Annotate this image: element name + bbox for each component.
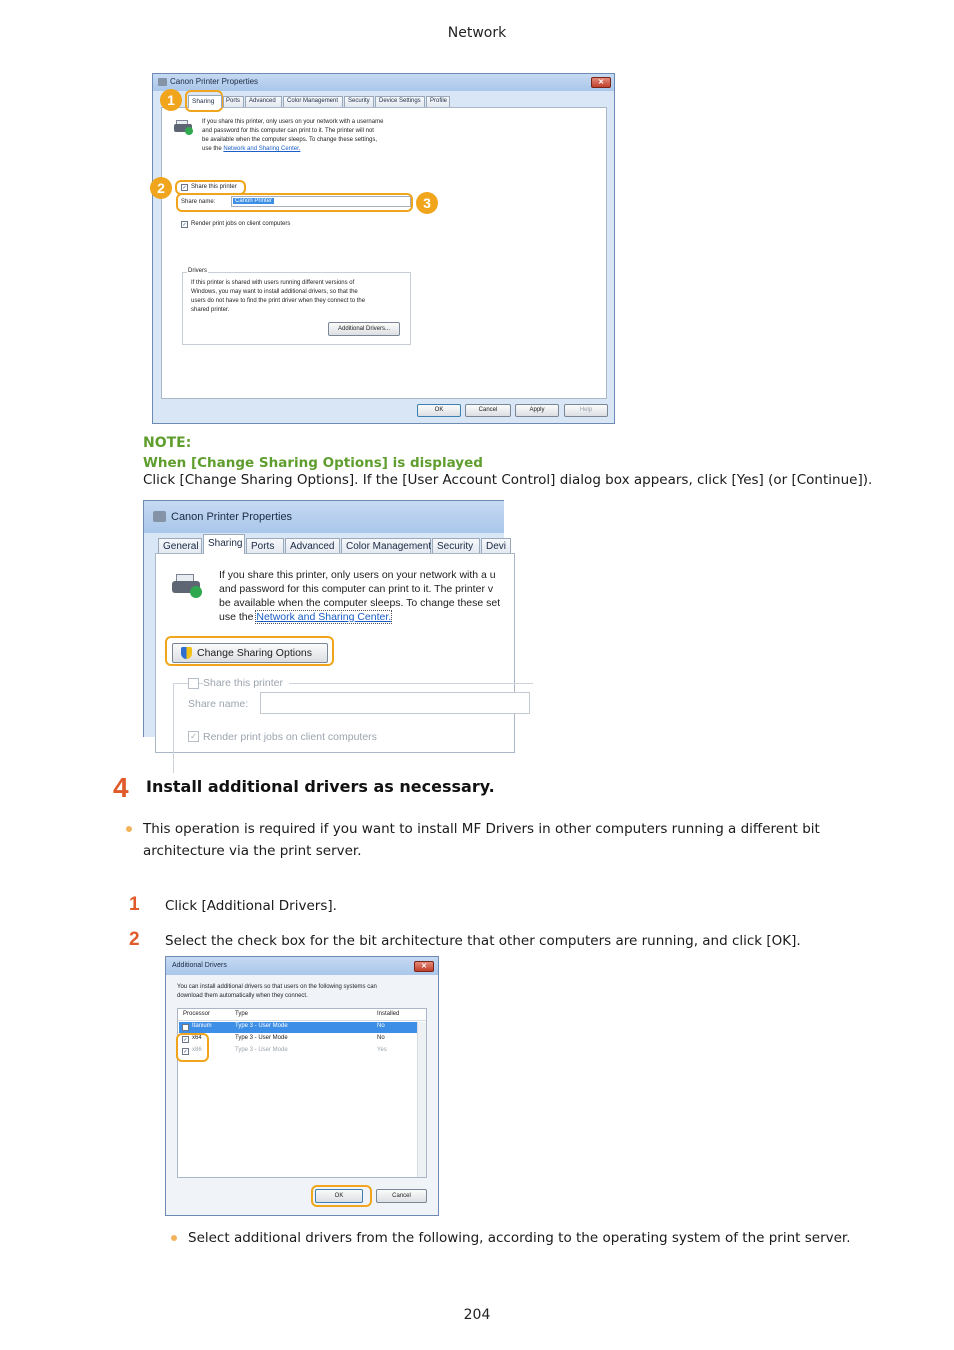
network-sharing-center-link[interactable]: Network and Sharing Center. [223, 146, 301, 152]
share-group [173, 677, 533, 773]
itanium-checkbox[interactable] [182, 1024, 189, 1031]
drivers-description-line: download them automatically when they connect. [177, 993, 308, 999]
tab-security[interactable]: Security [344, 96, 374, 107]
additional-drivers-dialog [165, 956, 439, 1216]
column-processor[interactable]: Processor [183, 1011, 211, 1017]
page-header: Network [447, 25, 507, 41]
tab-sharing[interactable]: Sharing [203, 534, 245, 554]
drivers-panel [166, 975, 438, 1215]
step-number: 4 [113, 772, 129, 803]
printer-icon [153, 511, 166, 522]
step-badge-3: 3 [416, 192, 438, 214]
dialog-title: Additional Drivers [172, 962, 227, 969]
drivers-group [182, 268, 411, 345]
drivers-list-scrollbar[interactable] [417, 1022, 426, 1177]
close-icon[interactable]: ✕ [414, 961, 434, 972]
drivers-row-itanium[interactable] [179, 1022, 417, 1033]
drivers-group-label: Drivers [188, 268, 207, 274]
row-processor: x86 [192, 1047, 202, 1053]
share-name-label: Share name: [188, 698, 249, 710]
x86-checkbox[interactable]: ✓ [183, 1049, 188, 1055]
tab-security[interactable]: Security [432, 538, 480, 554]
sharing-info-prefix: use the [219, 611, 257, 623]
dialog-title: Canon Printer Properties [170, 77, 259, 86]
dialog-titlebar [144, 501, 504, 533]
tab-general[interactable]: General [158, 538, 202, 554]
row-processor: x64 [192, 1035, 202, 1041]
tab-ports[interactable]: Ports [223, 96, 244, 107]
share-printer-checkbox[interactable]: ✓ [182, 185, 187, 191]
drivers-list[interactable] [177, 1008, 427, 1178]
drivers-info-line: shared printer. [191, 307, 230, 313]
drivers-description-line: You can install additional drivers so that users on the following systems can [177, 984, 377, 990]
share-name-label: Share name: [181, 199, 216, 205]
drivers-description [177, 983, 377, 1001]
sharing-info-prefix: use the [202, 146, 224, 152]
drivers-row-x86[interactable] [179, 1046, 417, 1057]
tab-color-management[interactable]: Color Management [341, 538, 431, 554]
drivers-row-x64[interactable] [179, 1034, 417, 1045]
sharing-info-line: and password for this computer can print to it. The printer will not [202, 128, 374, 134]
drivers-list-header [178, 1009, 426, 1021]
sharing-info-line: be available when the computer sleeps. To change these settings, [202, 137, 378, 143]
shared-printer-icon [172, 574, 200, 596]
ok-button[interactable]: OK [417, 404, 461, 417]
column-type[interactable]: Type [235, 1011, 249, 1017]
share-name-value: Canon Printer [235, 198, 273, 204]
row-type: Type 3 - User Mode [235, 1047, 288, 1053]
sharing-info-line: If you share this printer, only users on your network with a u [219, 569, 496, 581]
substep-text-1: Click [Additional Drivers]. [165, 898, 337, 914]
sharing-info-line: If you share this printer, only users on your network with a username [202, 119, 384, 125]
dialog-titlebar [166, 957, 438, 975]
row-installed: No [377, 1023, 385, 1029]
tab-ports[interactable]: Ports [246, 538, 284, 554]
note-label: NOTE: [143, 435, 192, 451]
drivers-info-line: users do not have to find the print driver when they connect to the [191, 298, 366, 304]
step-title: Install additional drivers as necessary. [146, 777, 495, 796]
network-sharing-center-link[interactable]: Network and Sharing Center. [256, 611, 392, 623]
bullet-marker [171, 1235, 177, 1241]
sharing-panel [161, 107, 607, 399]
share-name-input [260, 692, 530, 714]
tab-devices-cut[interactable]: Devi [481, 538, 511, 554]
sharing-info-line [202, 145, 383, 154]
bullet-line: This operation is required if you want to install MF Drivers in other computers running a different bit [143, 821, 820, 837]
ok-button[interactable]: OK [315, 1189, 363, 1203]
substep-number-2: 2 [129, 929, 140, 950]
x64-checkbox[interactable]: ✓ [183, 1037, 188, 1043]
final-bullet-text: Select additional drivers from the following, according to the operating system of the print server. [188, 1230, 851, 1246]
render-jobs-label: Render print jobs on client computers [203, 731, 377, 743]
sharing-info-line [219, 610, 500, 624]
drivers-info-line: If this printer is shared with users running different versions of [191, 280, 355, 286]
note-body: Click [Change Sharing Options]. If the [User Account Control] dialog box appears, click [Yes] (or [Continue]). [143, 472, 873, 488]
change-sharing-options-label: Change Sharing Options [197, 647, 312, 659]
sharing-info [219, 568, 500, 624]
tab-device-settings[interactable]: Device Settings [375, 96, 425, 107]
row-type: Type 3 - User Mode [235, 1035, 288, 1041]
bullet-marker [126, 826, 132, 832]
row-installed: Yes [377, 1047, 387, 1053]
row-type: Type 3 - User Mode [235, 1023, 288, 1029]
drivers-info-line: Windows, you may want to install additional drivers, so that the [191, 289, 358, 295]
cancel-button[interactable]: Cancel [465, 404, 511, 417]
sharing-info-line: be available when the computer sleeps. To change these set [219, 597, 501, 609]
printer-icon [158, 78, 167, 86]
tab-advanced[interactable]: Advanced [245, 96, 282, 107]
shared-printer-icon [174, 120, 192, 134]
apply-button[interactable]: Apply [515, 404, 559, 417]
row-processor: Itanium [192, 1023, 212, 1029]
sharing-info-line: and password for this computer can print to it. The printer v [219, 583, 494, 595]
architecture-highlight [176, 1033, 209, 1062]
render-jobs-checkbox: ✓ [188, 731, 199, 742]
substep-text-2: Select the check box for the bit architecture that other computers are running, and click [OK]. [165, 933, 801, 949]
tab-profile[interactable]: Profile [426, 96, 450, 107]
share-name-highlight [176, 193, 413, 212]
step-badge-2: 2 [150, 177, 172, 199]
close-icon[interactable]: ✕ [591, 77, 611, 88]
dialog-titlebar [153, 74, 614, 91]
bullet-text [143, 818, 933, 862]
tab-color-management[interactable]: Color Management [283, 96, 343, 107]
additional-drivers-button[interactable]: Additional Drivers... [328, 322, 400, 336]
help-button[interactable]: Help [564, 404, 608, 417]
tab-advanced[interactable]: Advanced [285, 538, 340, 554]
dialog-title: Canon Printer Properties [171, 511, 293, 523]
share-printer-label: Share this printer [191, 184, 237, 190]
row-installed: No [377, 1035, 385, 1041]
page-number: 204 [463, 1307, 491, 1323]
cancel-button[interactable]: Cancel [376, 1189, 427, 1203]
note-title: When [Change Sharing Options] is displayed [143, 455, 483, 471]
share-printer-checkbox [188, 678, 199, 689]
share-printer-label: Share this printer [203, 677, 289, 689]
drivers-info [191, 279, 365, 315]
bullet-line: architecture via the print server. [143, 843, 362, 859]
substep-number-1: 1 [129, 894, 140, 915]
change-sharing-highlight [165, 636, 334, 666]
printer-properties-dialog [152, 73, 615, 424]
column-installed[interactable]: Installed [377, 1011, 400, 1017]
printer-properties-crop [143, 500, 507, 743]
tab-sharing[interactable]: Sharing [188, 95, 222, 108]
step-badge-1: 1 [160, 89, 182, 111]
ok-button-highlight [311, 1185, 372, 1207]
sharing-info [202, 118, 383, 154]
render-jobs-label: Render print jobs on client computers [191, 221, 291, 227]
render-jobs-checkbox[interactable]: ✓ [182, 222, 187, 228]
